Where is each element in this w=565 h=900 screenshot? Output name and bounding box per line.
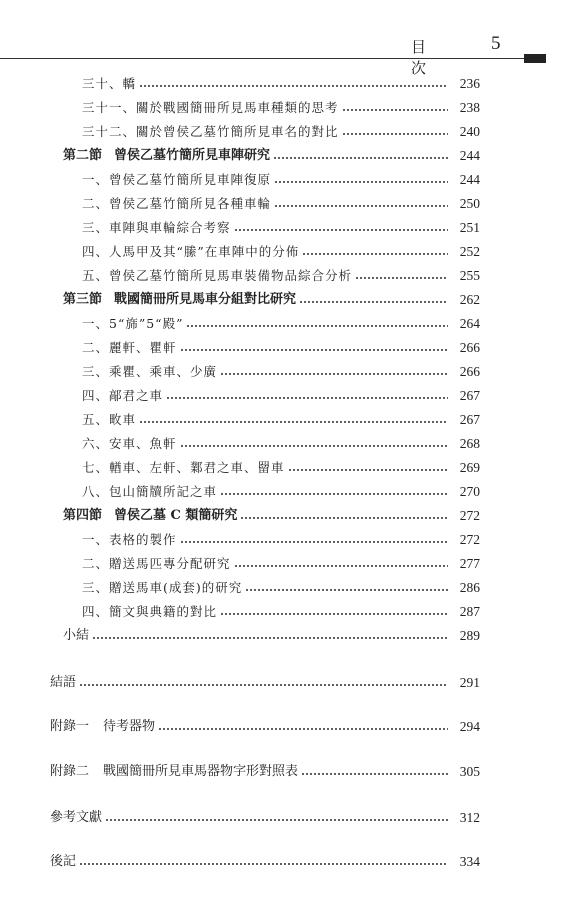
toc-entry: [82, 169, 480, 191]
toc-entry-page: 250: [459, 196, 480, 211]
toc-entry-label: 四、簡文與典籍的對比: [82, 604, 218, 619]
toc-entry-label: 三、贈送馬車(成套)的研究: [82, 580, 243, 595]
toc-entry-page: 264: [459, 316, 480, 331]
toc-entry: [82, 73, 480, 95]
dot-leader: [220, 612, 448, 616]
toc-entry-page: 334: [459, 854, 480, 869]
toc-entry-label: 二、曾侯乙墓竹簡所見各種車輪: [82, 196, 272, 211]
dot-leader: [234, 228, 448, 232]
dot-leader: [301, 772, 448, 776]
toc-entry: [82, 241, 480, 263]
toc-entry-label: 二、麗軒、瞿軒: [82, 340, 177, 355]
toc-entry-label: 六、安車、魚軒: [82, 436, 177, 451]
toc-entry-page: 294: [459, 719, 480, 734]
toc-entry: [82, 193, 480, 215]
toc-entry: [82, 337, 480, 359]
dot-leader: [158, 727, 448, 731]
toc-entry: [82, 313, 480, 335]
toc-entry-page: 262: [459, 292, 480, 307]
toc-entry-page: 266: [459, 340, 480, 355]
dot-leader: [139, 84, 448, 88]
dot-leader: [274, 204, 448, 208]
toc-entry-summary: [63, 625, 480, 647]
toc-entry-conclusion: [50, 672, 480, 694]
toc-entry-page: 272: [459, 532, 480, 547]
toc-entry: [82, 433, 480, 455]
dot-leader: [220, 372, 448, 376]
toc-entry-label: 結語: [50, 675, 77, 690]
toc-entry-page: 287: [459, 604, 480, 619]
toc-entry-page: 269: [459, 460, 480, 475]
dot-leader: [355, 276, 448, 280]
toc-entry-page: 291: [459, 675, 480, 690]
toc-entry: [82, 361, 480, 383]
toc-entry-label: 一、曾侯乙墓竹簡所見車陣復原: [82, 172, 272, 187]
dot-leader: [240, 516, 448, 520]
toc-entry-page: 289: [459, 628, 480, 643]
dot-leader: [180, 540, 448, 544]
toc-entry-page: 305: [459, 764, 480, 779]
dot-leader: [302, 252, 448, 256]
toc-entry-label: 三、乘瞿、乘車、少廣: [82, 364, 218, 379]
toc-entry-page: 266: [459, 364, 480, 379]
toc-entry-page: 312: [459, 810, 480, 825]
dot-leader: [342, 132, 448, 136]
toc-entry: [82, 121, 480, 143]
toc-entry-label: 五、曾侯乙墓竹簡所見馬車裝備物品綜合分析: [82, 268, 353, 283]
header-thumb-tab: [524, 54, 546, 63]
dot-leader: [92, 636, 448, 640]
toc-entry-page: 244: [459, 148, 480, 163]
toc-entry-label: 小結: [63, 628, 90, 643]
toc-entry-label: 四、人馬甲及其“縢”在車陣中的分佈: [82, 244, 300, 259]
toc-entry-appendix: [50, 716, 480, 738]
toc-entry-label: 後記: [50, 854, 77, 869]
toc-entry: [82, 601, 480, 623]
dot-leader: [273, 156, 448, 160]
section-number: 第三節: [63, 292, 103, 307]
running-header-page-number: 5: [491, 33, 501, 54]
dot-leader: [180, 444, 448, 448]
section-number: 第四節: [63, 508, 103, 523]
toc-entry: [82, 577, 480, 599]
toc-entry: [82, 385, 480, 407]
toc-entry-label: 四、鄗君之車: [82, 388, 164, 403]
toc-entry-page: 267: [459, 412, 480, 427]
toc-entry-page: 268: [459, 436, 480, 451]
toc-entry-page: 251: [459, 220, 480, 235]
dot-leader: [79, 683, 448, 687]
toc-entry-label: 一、5“旆”5“殿”: [82, 316, 184, 331]
dot-leader: [274, 180, 448, 184]
toc-entry-label: 八、包山簡牘所記之車: [82, 484, 218, 499]
toc-entry-label: 三十、轎: [82, 76, 137, 91]
dot-leader: [288, 468, 448, 472]
section-title: 曾侯乙墓 C 類簡研究: [114, 508, 238, 523]
toc-entry-page: 238: [459, 100, 480, 115]
appendix-number: 附錄一: [50, 719, 90, 734]
toc-entry-label: 三十二、關於曾侯乙墓竹簡所見車名的對比: [82, 124, 339, 139]
toc-entry-page: 286: [459, 580, 480, 595]
toc-entry-label: 三、車陣與車輪綜合考察: [82, 220, 231, 235]
toc-entry-page: 272: [459, 508, 480, 523]
toc-entry-references: [50, 807, 480, 829]
appendix-number: 附錄二: [50, 764, 90, 779]
dot-leader: [245, 588, 448, 592]
toc-entry: [82, 481, 480, 503]
toc-entry-page: 240: [459, 124, 480, 139]
dot-leader: [79, 862, 448, 866]
toc-entry: [82, 97, 480, 119]
toc-entry-page: 267: [459, 388, 480, 403]
toc-entry-postscript: [50, 851, 480, 873]
section-title: 戰國簡冊所見馬車分組對比研究: [114, 292, 297, 307]
toc-section-entry: [63, 145, 480, 167]
toc-section-entry: [63, 505, 480, 527]
dot-leader: [342, 108, 448, 112]
dot-leader: [139, 420, 448, 424]
dot-leader: [166, 396, 448, 400]
toc-entry: [82, 529, 480, 551]
dot-leader: [299, 300, 448, 304]
section-number: 第二節: [63, 148, 103, 163]
toc-entry-page: 270: [459, 484, 480, 499]
toc-section-entry: [63, 289, 480, 311]
toc-entry-label: 五、畋車: [82, 412, 137, 427]
toc-entry-page: 255: [459, 268, 480, 283]
toc-entry-label: 一、表格的製作: [82, 532, 177, 547]
dot-leader: [105, 818, 448, 822]
toc-entry-label: 七、輶車、左軒、鄴君之車、罶車: [82, 460, 285, 475]
toc-entry-appendix: [50, 761, 480, 783]
toc-entry-label: 二、贈送馬匹專分配研究: [82, 556, 231, 571]
toc-entry-page: 252: [459, 244, 480, 259]
appendix-title: 戰國簡冊所見車馬器物字形對照表: [103, 764, 299, 779]
appendix-title: 待考器物: [103, 719, 156, 734]
toc-entry: [82, 217, 480, 239]
toc-entry-page: 244: [459, 172, 480, 187]
dot-leader: [220, 492, 448, 496]
toc-entry: [82, 553, 480, 575]
dot-leader: [180, 348, 448, 352]
toc-entry-label: 參考文獻: [50, 810, 103, 825]
header-rule: [0, 58, 524, 59]
dot-leader: [186, 324, 448, 328]
toc-entry-label: 三十一、關於戰國簡冊所見馬車種類的思考: [82, 100, 339, 115]
dot-leader: [234, 564, 448, 568]
toc-entry-page: 236: [459, 76, 480, 91]
section-title: 曾侯乙墓竹簡所見車陣研究: [114, 148, 271, 163]
toc-entry: [82, 265, 480, 287]
running-header-title: 目 次: [411, 38, 441, 77]
toc-entry-page: 277: [459, 556, 480, 571]
toc-entry: [82, 457, 480, 479]
toc-entry: [82, 409, 480, 431]
